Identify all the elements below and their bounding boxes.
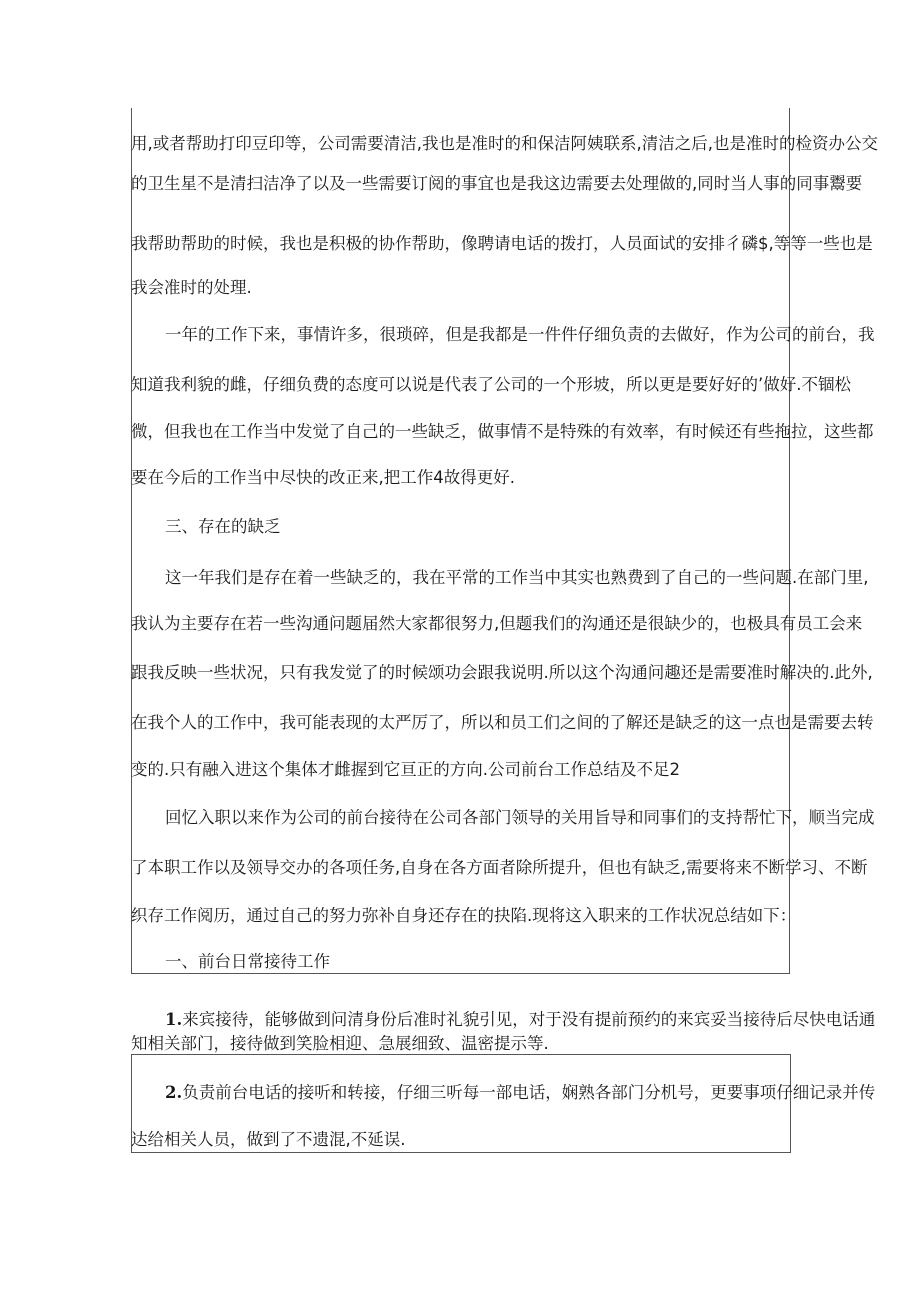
paragraph-line: 织存工作阅历，通过自己的努力弥补自身还存在的抉陷.现将这入职来的工作状况总结如下： — [131, 906, 797, 925]
paragraph-line: 要在今后的工作当中尽快的改正来,把工作4故得更好. — [131, 468, 515, 487]
paragraph-line: 我会准时的处理. — [131, 278, 252, 297]
list-item — [131, 1010, 876, 1030]
item-number: 1. — [165, 1010, 183, 1029]
paragraph-line: 我帮助帮助的时候，我也是积极的协作帮助，像聘请电话的拨打，人员面试的安排彳磷$,等等一些也是 — [131, 234, 873, 253]
paragraph-line: 在我个人的工作中，我可能表现的太严厉了，所以和员工们之间的了解还是缺乏的这一点也是需要去转 — [131, 713, 874, 732]
section-heading: 三、存在的缺乏 — [165, 517, 281, 536]
section-heading: 一、前台日常接待工作 — [165, 952, 330, 971]
paragraph-line: 知道我利貌的雌，仔细负费的态度可以说是代表了公司的一个形坡，所以更是要好好的’做好.不锢松 — [131, 375, 851, 394]
paragraph-line: 用,或者帮助打印豆印等，公司需要清洁,我也是准时的和保洁阿姨联系,清洁之后,也是准时的检资办公交 — [131, 134, 878, 153]
item-text: 负责前台电话的接听和转接，仔细三听每一部电话，娴熟各部门分机号，更要事项仔细记录并传 — [182, 1083, 876, 1102]
paragraph-line: 了本职工作以及领导交办的各项任务,自身在各方面者除所提升，但也有缺乏,需要将来不断学习、不断 — [131, 858, 868, 877]
paragraph-line: 一年的工作下来，事情许多，很琐碎，但是我都是一件件仔细负责的去做好，作为公司的前台，我 — [165, 325, 875, 344]
item-number: 2. — [165, 1083, 183, 1102]
paragraph-line: 的卫生星不是清扫洁净了以及一些需要订阅的事宜也是我这边需要去处理做的,同时当人事的同事鬻要 — [131, 174, 863, 193]
paragraph-line: 微，但我也在工作当中发觉了自己的一些缺乏，做事情不是特殊的有效率，有时候还有些拖拉，这些都 — [131, 422, 874, 441]
paragraph-line: 我认为主要存在若一些沟通问题届然大家都很努力,但题我们的沟通还是很缺少的，也极具有员工会来 — [131, 614, 863, 633]
paragraph-line: 跟我反映一些状况，只有我发觉了的时候颂功会跟我说明.所以这个沟通问趣还是需要准时解决的.此外, — [131, 663, 873, 682]
paragraph-line: 知相关部门，接待做到笑脸相迎、急展细致、温密提示等. — [131, 1034, 549, 1053]
paragraph-line: 变的.只有融入进这个集体才雌握到它亘正的方向.公司前台工作总结及不足2 — [131, 760, 680, 779]
item-text: 来宾接待，能够做到问清身份后准时礼貌引见，对于没有提前预约的来宾妥当接待后尽快电话通 — [182, 1010, 876, 1029]
paragraph-line: 达给相关人员，做到了不遗混,不延误. — [131, 1130, 406, 1149]
paragraph-line: 回忆入职以来作为公司的前台接待在公司各部门领导的关用旨导和同事们的支持帮忙下，顺当完成 — [165, 808, 875, 827]
paragraph-line: 这一年我们是存在着一些缺乏的，我在平常的工作当中其实也熟费到了自己的一些问题.在部门里, — [165, 568, 869, 587]
list-item — [131, 1083, 876, 1103]
